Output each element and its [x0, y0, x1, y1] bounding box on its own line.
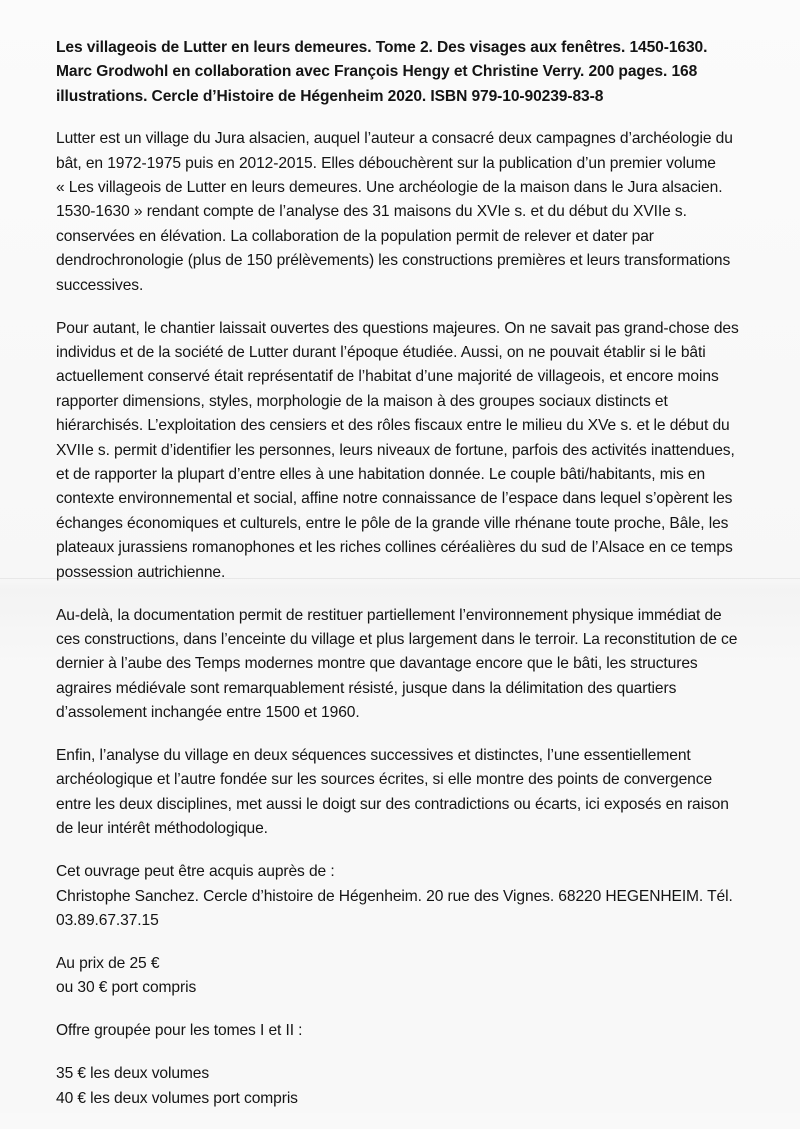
- book-heading: [56, 36, 796, 109]
- text-line: de leur intérêt méthodologique.: [56, 820, 268, 838]
- price-line: 35 € les deux volumes: [56, 1065, 210, 1083]
- text-line: Au-delà, la documentation permit de restituer partiellement l’environnement physique immédiat de: [56, 606, 722, 624]
- text-line: échanges économiques et culturels, entre le pôle de la grande ville rhénane toute proche, Bâle, les: [56, 514, 729, 532]
- bundle-offer: [56, 1019, 796, 1043]
- text-line: actuellement conservé était représentatif de l’habitat d’une majorité de villageois, et encore moins: [56, 368, 719, 386]
- heading-line: Marc Grodwohl en collaboration avec François Hengy et Christine Verry. 200 pages. 168: [56, 63, 698, 81]
- text-line: plateaux jurassiens romanophones et les riches collines céréalières du sud de l’Alsace en ce temps: [56, 539, 733, 557]
- text-line: agraires médiévale sont remarquablement résisté, jusque dans la délimitation des quartiers: [56, 679, 677, 697]
- text-line: et de rapporter la plupart d’entre elles à une habitation donnée. Le couple bâti/habitants, mis en: [56, 466, 706, 483]
- text-line: Pour autant, le chantier laissait ouvertes des questions majeures. On ne savait pas grand-chose des: [56, 319, 739, 337]
- text-line: dendrochronologie (plus de 150 prélèvements) les constructions premières et leurs transformations: [56, 252, 731, 270]
- text-line: conservées en élévation. La collaboration de la population permit de relever et dater par: [56, 227, 654, 245]
- contact-address: Christophe Sanchez. Cercle d’histoire de Hégenheim. 20 rue des Vignes. 68220 HEGENHEIM. Tél.: [56, 887, 733, 905]
- text-line: possession autrichienne.: [56, 563, 226, 581]
- price-line: 40 € les deux volumes port compris: [56, 1089, 298, 1107]
- text-line: individus et de la société de Lutter durant l’époque étudiée. Aussi, on ne pouvait établir si le bâti: [56, 343, 706, 361]
- text-line: rapporter dimensions, styles, morphologie de la maison à des groupes sociaux distincts et: [56, 392, 668, 410]
- text-line: ces constructions, dans l’enceinte du village et plus largement dans le terroir. La reconstitution de ce: [56, 630, 738, 648]
- heading-line: illustrations. Cercle d’Histoire de Hégenheim 2020. ISBN 979-10-90239-83-8: [56, 87, 604, 105]
- price-line: ou 30 € port compris: [56, 979, 197, 997]
- paragraph-introduction: [56, 127, 796, 298]
- price-info: [56, 952, 796, 1001]
- text-line: Lutter est un village du Jura alsacien, auquel l’auteur a consacré deux campagnes d’archéologie du: [56, 130, 733, 148]
- price-line: Au prix de 25 €: [56, 954, 160, 972]
- text-line: 1530-1630 » rendant compte de l’analyse des 31 maisons du XVIe s. et du début du XVIIe s.: [56, 203, 687, 221]
- text-line: XVIIe s. permit d’identifier les personnes, leurs niveaux de fortune, parfois des activités inattendues,: [56, 441, 735, 459]
- text-line: bât, en 1972-1975 puis en 2012-2015. Elles débouchèrent sur la publication d’un premier volume: [56, 154, 716, 172]
- text-line: entre les deux disciplines, met aussi le doigt sur des contradictions ou écarts, ici exposés en raison: [56, 795, 729, 813]
- text-line: archéologique et l’autre fondée sur les sources écrites, si elle montre des points de convergence: [56, 771, 713, 789]
- text-line: dernier à l’aube des Temps modernes montre que davantage encore que le bâti, les structures: [56, 655, 698, 673]
- document-body: [56, 36, 796, 1129]
- text-line: Cet ouvrage peut être acquis auprès de :: [56, 863, 335, 881]
- paragraph-conclusion: [56, 744, 796, 842]
- text-line: « Les villageois de Lutter en leurs demeures. Une archéologie de la maison dans le Jura alsacien.: [56, 179, 723, 197]
- text-line: Enfin, l’analyse du village en deux séquences successives et distinctes, l’une essentiellement: [56, 747, 691, 765]
- paragraph-questions: [56, 317, 796, 585]
- heading-line: Les villageois de Lutter en leurs demeures. Tome 2. Des visages aux fenêtres. 1450-1630.: [56, 39, 708, 56]
- text-line: successives.: [56, 276, 144, 294]
- text-line: hiérarchisés. L’exploitation des censiers et des rôles fiscaux entre le milieu du XVe s. et le début du: [56, 417, 730, 435]
- text-line: d’assolement inchangée entre 1500 et 1960.: [56, 704, 360, 722]
- phone-number: 03.89.67.37.15: [56, 912, 159, 929]
- bundle-prices: [56, 1062, 796, 1111]
- order-information: [56, 860, 796, 933]
- text-line: contexte environnemental et social, affine notre connaissance de l’espace dans lequel s’opèrent les: [56, 490, 733, 508]
- paragraph-environment: [56, 604, 796, 726]
- text-line: Offre groupée pour les tomes I et II :: [56, 1022, 303, 1040]
